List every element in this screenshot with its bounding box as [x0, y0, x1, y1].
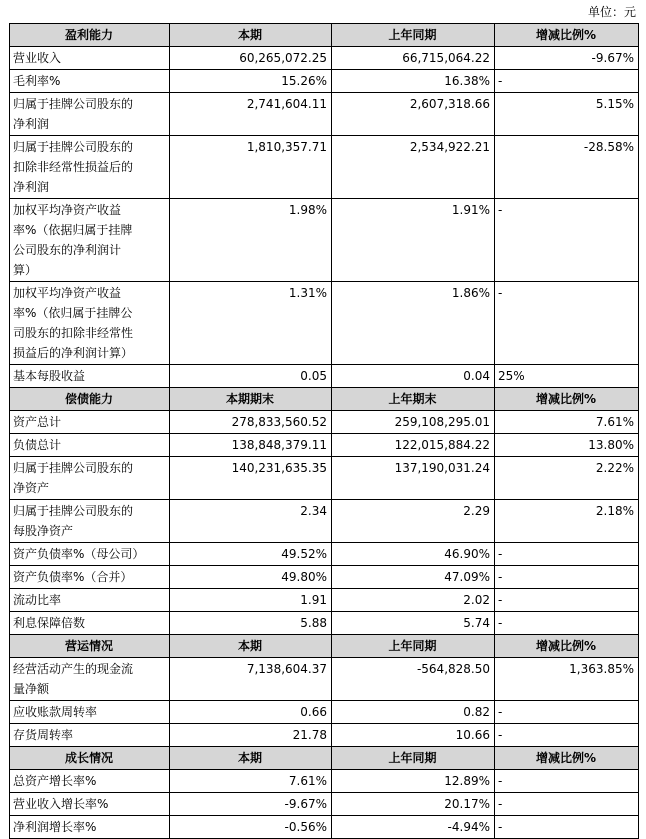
table-row — [10, 658, 639, 701]
section-header-row — [10, 635, 639, 658]
row-label — [10, 658, 170, 701]
column-header-change: 增减比例% — [495, 635, 639, 658]
table-row — [10, 793, 639, 816]
section-title: 偿债能力 — [10, 388, 170, 411]
previous-value: 122,015,884.22 — [332, 434, 495, 457]
section-title: 成长情况 — [10, 747, 170, 770]
row-label — [10, 816, 170, 839]
change-percent: 13.80% — [495, 434, 639, 457]
current-value: 0.66 — [170, 701, 332, 724]
table-row — [10, 93, 639, 136]
row-label — [10, 589, 170, 612]
column-header-change: 增减比例% — [495, 747, 639, 770]
column-header-previous: 上年同期 — [332, 747, 495, 770]
previous-value: 259,108,295.01 — [332, 411, 495, 434]
column-header-previous: 上年同期 — [332, 24, 495, 47]
current-value: -0.56% — [170, 816, 332, 839]
change-percent: - — [495, 816, 639, 839]
row-label-line: 算） — [13, 263, 38, 277]
change-percent: 5.15% — [495, 93, 639, 136]
column-header-change: 增减比例% — [495, 24, 639, 47]
row-label-line: 营业收入 — [13, 51, 62, 65]
row-label-line: 应收账款周转率 — [13, 705, 98, 719]
current-value: 138,848,379.11 — [170, 434, 332, 457]
table-row — [10, 434, 639, 457]
previous-value: 2,607,318.66 — [332, 93, 495, 136]
table-row — [10, 612, 639, 635]
change-percent: - — [495, 701, 639, 724]
row-label-line: 公司股东的净利润计 — [13, 243, 122, 257]
section-header-row — [10, 747, 639, 770]
change-percent: - — [495, 199, 639, 282]
table-row — [10, 365, 639, 388]
row-label-line: 总资产增长率% — [13, 774, 97, 788]
table-row — [10, 770, 639, 793]
change-percent: - — [495, 543, 639, 566]
table-row — [10, 724, 639, 747]
row-label — [10, 701, 170, 724]
table-row — [10, 701, 639, 724]
column-header-change: 增减比例% — [495, 388, 639, 411]
column-header-previous: 上年期末 — [332, 388, 495, 411]
row-label-line: 加权平均净资产收益 — [13, 203, 122, 217]
previous-value: 16.38% — [332, 70, 495, 93]
row-label-line: 资产总计 — [13, 415, 62, 429]
column-header-current: 本期期末 — [170, 388, 332, 411]
row-label — [10, 199, 170, 282]
current-value: 278,833,560.52 — [170, 411, 332, 434]
row-label-line: 归属于挂牌公司股东的 — [13, 461, 134, 475]
row-label — [10, 70, 170, 93]
column-header-current: 本期 — [170, 635, 332, 658]
row-label-line: 毛利率% — [13, 74, 61, 88]
row-label-line: 每股净资产 — [13, 524, 74, 538]
current-value: 60,265,072.25 — [170, 47, 332, 70]
previous-value: 137,190,031.24 — [332, 457, 495, 500]
previous-value: 5.74 — [332, 612, 495, 635]
previous-value: 2.02 — [332, 589, 495, 612]
current-value: 2,741,604.11 — [170, 93, 332, 136]
row-label-line: 司股东的扣除非经常性 — [13, 326, 134, 340]
row-label-line: 利息保障倍数 — [13, 616, 86, 630]
change-percent: - — [495, 724, 639, 747]
column-header-current: 本期 — [170, 747, 332, 770]
change-percent: - — [495, 282, 639, 365]
previous-value: 12.89% — [332, 770, 495, 793]
row-label-line: 加权平均净资产收益 — [13, 286, 122, 300]
row-label-line: 扣除非经常性损益后的 — [13, 160, 134, 174]
change-percent: 2.22% — [495, 457, 639, 500]
row-label-line: 经营活动产生的现金流 — [13, 662, 134, 676]
current-value: 21.78 — [170, 724, 332, 747]
row-label — [10, 724, 170, 747]
row-label — [10, 365, 170, 388]
row-label — [10, 457, 170, 500]
row-label — [10, 612, 170, 635]
section-title: 盈利能力 — [10, 24, 170, 47]
unit-label: 单位：元 — [587, 5, 636, 19]
table-row — [10, 816, 639, 839]
current-value: 1.31% — [170, 282, 332, 365]
previous-value: 66,715,064.22 — [332, 47, 495, 70]
row-label — [10, 543, 170, 566]
row-label — [10, 136, 170, 199]
section-title: 营运情况 — [10, 635, 170, 658]
row-label — [10, 411, 170, 434]
change-percent: - — [495, 589, 639, 612]
change-percent: - — [495, 793, 639, 816]
row-label-line: 归属于挂牌公司股东的 — [13, 97, 134, 111]
row-label — [10, 770, 170, 793]
current-value: 1.98% — [170, 199, 332, 282]
row-label — [10, 566, 170, 589]
table-body — [10, 24, 639, 839]
financial-indicators-table — [9, 23, 639, 839]
current-value: 15.26% — [170, 70, 332, 93]
previous-value: 10.66 — [332, 724, 495, 747]
change-percent: -28.58% — [495, 136, 639, 199]
section-header-row — [10, 24, 639, 47]
previous-value: -4.94% — [332, 816, 495, 839]
row-label-line: 量净额 — [13, 682, 50, 696]
row-label-line: 负债总计 — [13, 438, 62, 452]
current-value: 5.88 — [170, 612, 332, 635]
row-label-line: 率%（依据归属于挂牌 — [13, 223, 133, 237]
section-header-row — [10, 388, 639, 411]
change-percent: - — [495, 770, 639, 793]
table-row — [10, 282, 639, 365]
previous-value: 1.86% — [332, 282, 495, 365]
change-percent: 7.61% — [495, 411, 639, 434]
change-percent: 25% — [495, 365, 639, 388]
change-percent: - — [495, 612, 639, 635]
current-value: 49.80% — [170, 566, 332, 589]
row-label — [10, 47, 170, 70]
current-value: 0.05 — [170, 365, 332, 388]
previous-value: 47.09% — [332, 566, 495, 589]
row-label-line: 存货周转率 — [13, 728, 74, 742]
row-label-line: 归属于挂牌公司股东的 — [13, 140, 134, 154]
previous-value: 20.17% — [332, 793, 495, 816]
row-label-line: 净利润 — [13, 180, 50, 194]
previous-value: 1.91% — [332, 199, 495, 282]
change-percent: 1,363.85% — [495, 658, 639, 701]
current-value: 1.91 — [170, 589, 332, 612]
table-row — [10, 136, 639, 199]
previous-value: 0.82 — [332, 701, 495, 724]
table-row — [10, 199, 639, 282]
previous-value: 46.90% — [332, 543, 495, 566]
row-label-line: 净利润 — [13, 117, 50, 131]
row-label-line: 归属于挂牌公司股东的 — [13, 504, 134, 518]
row-label-line: 营业收入增长率% — [13, 797, 109, 811]
column-header-previous: 上年同期 — [332, 635, 495, 658]
row-label — [10, 282, 170, 365]
row-label — [10, 434, 170, 457]
row-label-line: 资产负债率%（合并） — [13, 570, 133, 584]
current-value: -9.67% — [170, 793, 332, 816]
current-value: 7.61% — [170, 770, 332, 793]
row-label — [10, 500, 170, 543]
row-label-line: 基本每股收益 — [13, 369, 86, 383]
change-percent: 2.18% — [495, 500, 639, 543]
row-label-line: 损益后的净利润计算） — [13, 346, 134, 360]
change-percent: - — [495, 566, 639, 589]
previous-value: 2,534,922.21 — [332, 136, 495, 199]
current-value: 2.34 — [170, 500, 332, 543]
table-row — [10, 411, 639, 434]
change-percent: -9.67% — [495, 47, 639, 70]
previous-value: -564,828.50 — [332, 658, 495, 701]
table-row — [10, 47, 639, 70]
column-header-current: 本期 — [170, 24, 332, 47]
table-row — [10, 457, 639, 500]
row-label-line: 净资产 — [13, 481, 50, 495]
row-label-line: 资产负债率%（母公司） — [13, 547, 145, 561]
row-label-line: 流动比率 — [13, 593, 62, 607]
row-label-line: 净利润增长率% — [13, 820, 97, 834]
previous-value: 0.04 — [332, 365, 495, 388]
current-value: 49.52% — [170, 543, 332, 566]
row-label — [10, 793, 170, 816]
table-row — [10, 566, 639, 589]
table-row — [10, 543, 639, 566]
table-row — [10, 500, 639, 543]
current-value: 1,810,357.71 — [170, 136, 332, 199]
previous-value: 2.29 — [332, 500, 495, 543]
change-percent: - — [495, 70, 639, 93]
table-row — [10, 70, 639, 93]
current-value: 140,231,635.35 — [170, 457, 332, 500]
row-label — [10, 93, 170, 136]
current-value: 7,138,604.37 — [170, 658, 332, 701]
row-label-line: 率%（依归属于挂牌公 — [13, 306, 133, 320]
table-row — [10, 589, 639, 612]
